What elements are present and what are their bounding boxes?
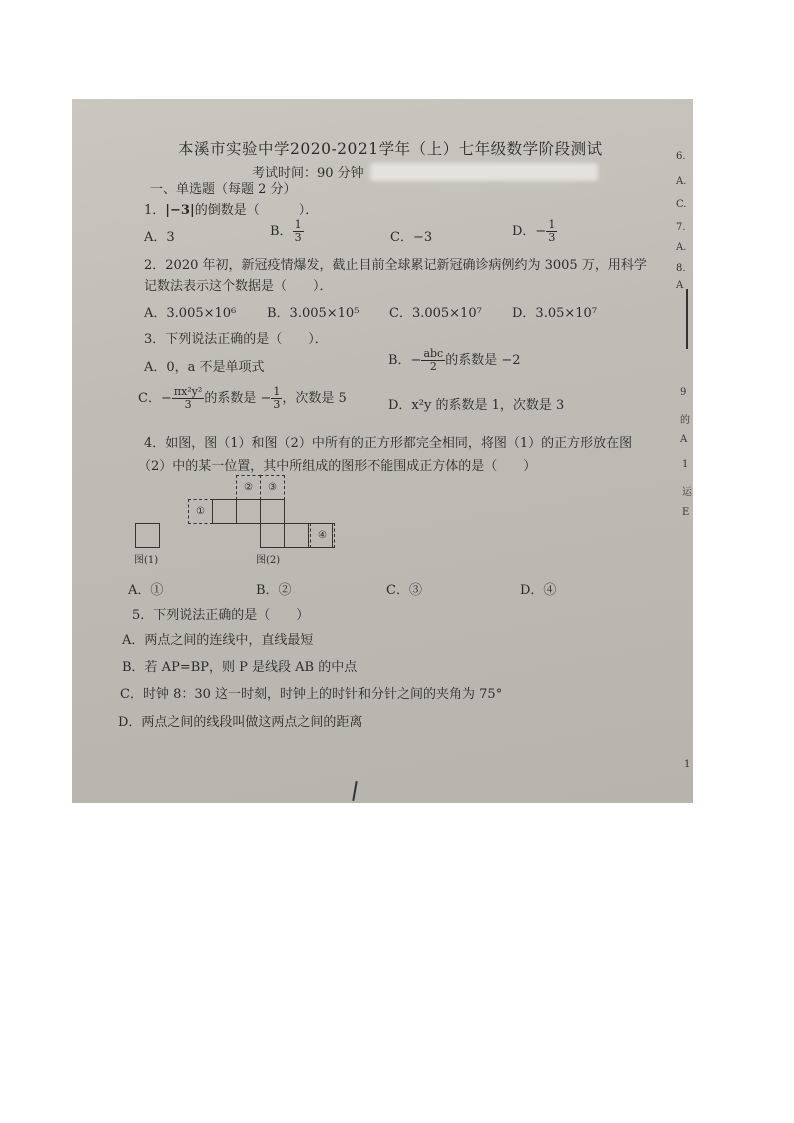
net-square (260, 499, 285, 524)
edge-fragment: 7. (676, 222, 686, 233)
figure1-square (135, 523, 160, 548)
figure2-label: 图(2) (256, 555, 281, 566)
net-position-3: ③ (260, 475, 285, 500)
q5-option-c: C．时钟 8：30 这一时刻，时钟上的时针和分针之间的夹角为 75° (120, 687, 503, 702)
edge-fragment: 8. (676, 263, 686, 274)
edge-fragment: 的 (680, 415, 690, 426)
q4-option-b: B．② (256, 583, 292, 598)
q4-option-c: C．③ (386, 583, 422, 598)
edge-fragment: 6. (676, 151, 686, 162)
q1-option-b: B． $\frac{1}{3}$ (270, 218, 302, 244)
q5-option-a: A．两点之间的连线中，直线最短 (122, 633, 314, 648)
q5-stem: 5．下列说法正确的是（ ） (132, 608, 310, 623)
q2-stem-line2: 记数法表示这个数据是（ ）． (144, 279, 333, 294)
q5-option-d: D．两点之间的线段叫做这两点之间的距离 (118, 715, 363, 730)
net-position-1: ① (188, 499, 213, 524)
q3-option-c: C．− $\frac{\text{πx²y²}}{3}$ 的系数是 − $\frac{1}{3}$ ，次数是 5 (138, 385, 347, 411)
edge-fragment: A. (676, 176, 687, 187)
q3-option-a: A．0，a 不是单项式 (144, 360, 265, 375)
edge-line (686, 289, 688, 349)
section-heading: 一、单选题（每题 2 分） (150, 182, 297, 197)
q1-option-d: D．− $\frac{1}{3}$ (512, 218, 556, 244)
net-position-2: ② (236, 475, 261, 500)
net-position-4: ④ (310, 523, 335, 548)
q3-stem: 3．下列说法正确的是（ ）． (144, 332, 328, 347)
q3-option-b: B．− $\frac{\text{abc}}{2}$ 的系数是 −2 (388, 347, 521, 373)
figure1-label: 图(1) (134, 555, 159, 566)
edge-fragment: C. (676, 199, 687, 210)
q2-option-a: A．3.005×10⁶ (144, 306, 237, 321)
q2-stem-line1: 2．2020 年初，新冠疫情爆发，截止目前全球累记新冠确诊病例约为 3005 万，用科学 (144, 258, 647, 273)
q4-option-d: D．④ (520, 583, 557, 598)
edge-fragment: 运 (682, 487, 692, 498)
edge-fragment: E (682, 507, 690, 518)
scanned-exam-photo (72, 99, 693, 803)
edge-fragment: 9 (680, 387, 687, 398)
net-square (212, 499, 237, 524)
edge-fragment: 1 (682, 459, 689, 470)
pen-mark (352, 781, 357, 801)
q1-option-c: C．−3 (390, 230, 433, 245)
exam-title: 本溪市实验中学2020-2021学年（上）七年级数学阶段测试 (178, 140, 603, 158)
q2-option-c: C．3.005×10⁷ (389, 306, 482, 321)
q3-option-d: D．x²y 的系数是 1，次数是 3 (388, 398, 565, 413)
q4-stem-line2: （2）中的某一位置，其中所组成的图形不能围成正方体的是（ ） (138, 459, 537, 474)
q4-stem-line1: 4．如图，图（1）和图（2）中所有的正方形都完全相同，将图（1）的正方形放在图 (144, 436, 633, 451)
net-square (284, 523, 309, 548)
edge-fragment: A (680, 434, 688, 445)
edge-fragment: A. (676, 242, 687, 253)
q2-option-b: B．3.005×10⁵ (267, 306, 360, 321)
q5-option-b: B．若 AP=BP，则 P 是线段 AB 的中点 (122, 660, 358, 675)
q1-option-a: A．3 (144, 230, 175, 245)
edge-fragment: 1 (684, 759, 691, 770)
q2-option-d: D．3.05×10⁷ (512, 306, 598, 321)
net-square (260, 523, 285, 548)
q1-stem: 1．|−3|的倒数是（ ）． (144, 203, 319, 218)
exam-time: 考试时间：90 分钟 (252, 166, 364, 181)
net-square (236, 499, 261, 524)
q4-option-a: A．① (128, 583, 164, 598)
edge-fragment: A (676, 280, 684, 291)
redacted-region (370, 163, 598, 181)
